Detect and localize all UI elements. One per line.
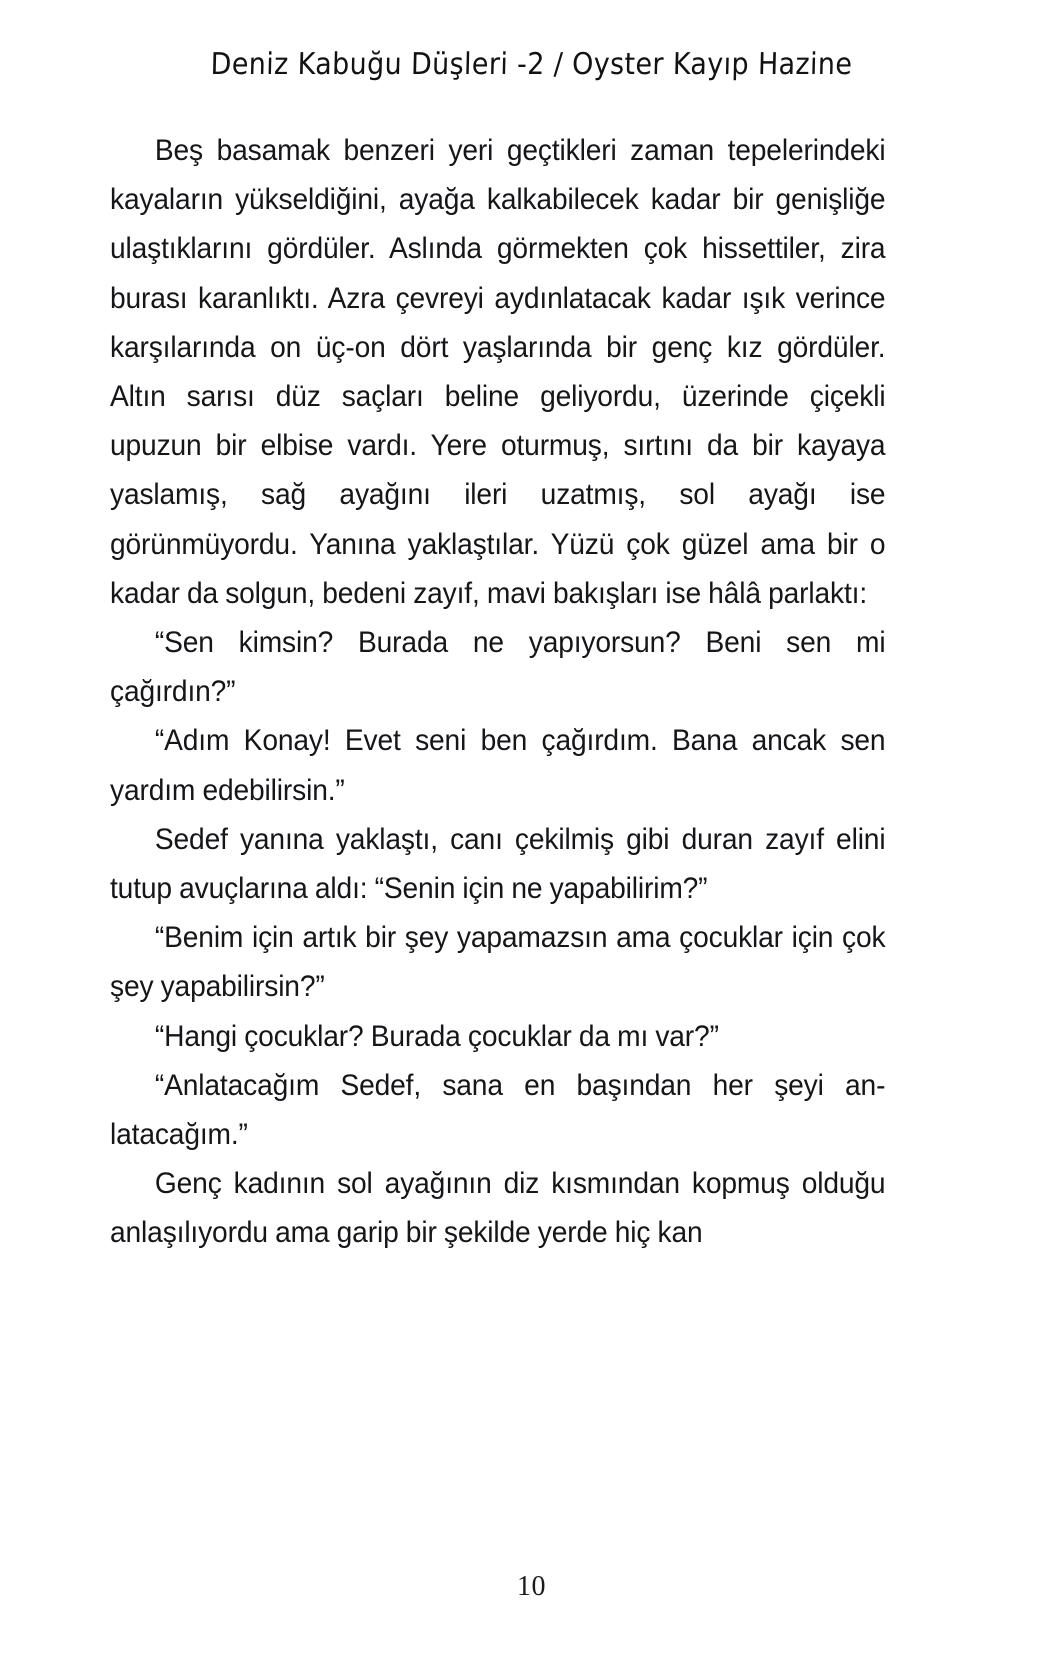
paragraph: Sedef yanına yaklaştı, canı çekilmiş gibi duran zayıf elini tutup avuçlarına aldı: “Senin için ne yapabilirim?” <box>110 822 886 906</box>
paragraph: Beş basamak benzeri yeri geçtikleri zaman tepelerindeki kayaların yükseldiğini, ayağa kalkabilecek kadar bir genişliğe ulaştıklarını gördüler. Aslında görmekten çok hissettiler, zira burası karanlıktı. Azra çevreyi aydınlatacak kadar ışık verince karşılarında on üç-on dört yaşlarında bir genç kız gördüler. Altın sarısı düz saçları beline geliyordu, üzerinde çiçekli upuzun bir elbise vardı. Yere oturmuş, sırtını da bir kayaya yaslamış, sağ ayağını ileri uzatmış, sol ayağı ise görünmüyordu. Yanına yaklaştılar. Yüzü çok güzel ama bir o kadar da solgun, bedeni zayıf, mavi bakışları ise hâlâ parlaktı: <box>110 134 886 610</box>
paragraph: “Sen kimsin? Burada ne yapıyorsun? Beni sen mi çağırdın?” <box>110 626 886 709</box>
paragraph: “Adım Konay! Evet seni ben çağırdım. Bana ancak sen yardım edebilirsin.” <box>110 724 886 807</box>
body-text-column <box>110 126 886 1258</box>
paragraph: “Hangi çocuklar? Burada çocuklar da mı var?” <box>154 1019 719 1053</box>
running-header: Deniz Kabuğu Düşleri -2 / Oyster Kayıp Hazine <box>210 47 853 82</box>
page-number: 10 <box>517 1571 546 1602</box>
paragraph: “Anlatacağım Sedef, sana en başından her şeyi anlatacağım.” <box>110 1068 886 1152</box>
paragraph: Genç kadının sol ayağının diz kısmından kopmuş olduğu anlaşılıyordu ama garip bir şekilde yerde hiç kan <box>110 1167 886 1250</box>
paragraph: “Benim için artık bir şey yapamazsın ama çocuklar için çok şey yapabilirsin?” <box>110 921 886 1004</box>
